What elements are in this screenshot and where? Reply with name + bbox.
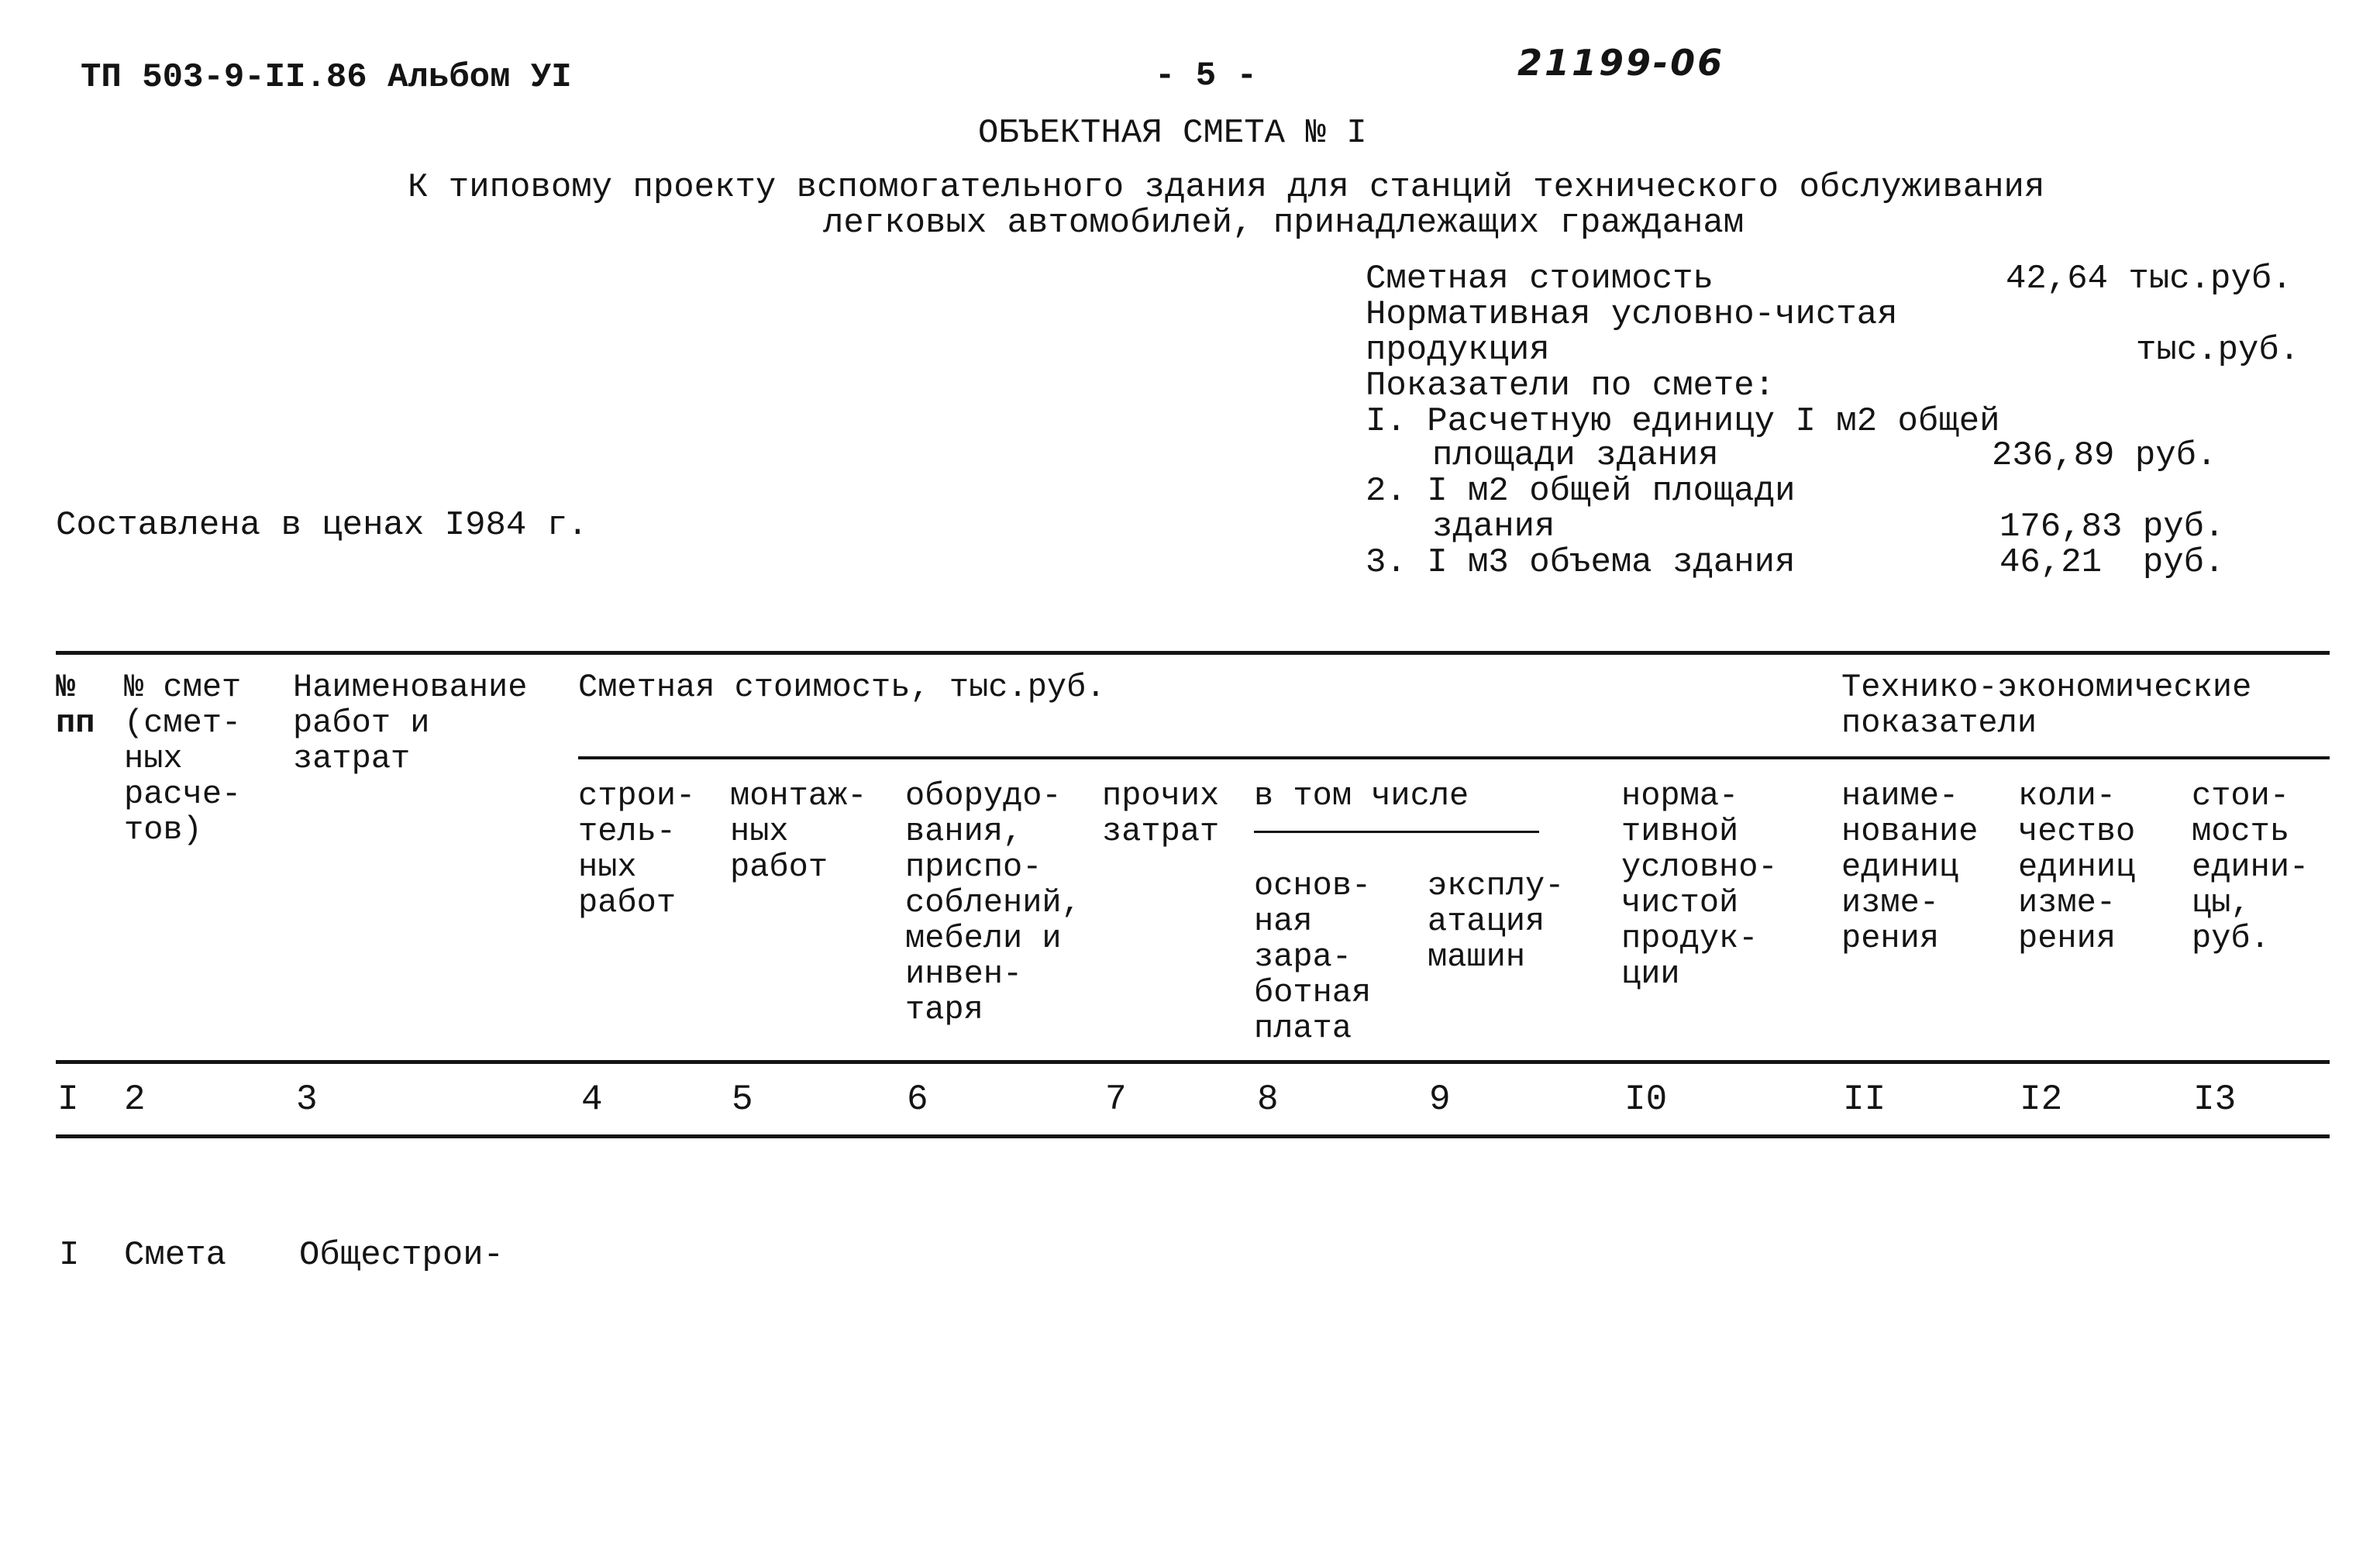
indicator-1-line2: площади здания: [1432, 436, 1719, 475]
subtitle-line-2: легковых автомобилей, принадлежащих гражданам: [823, 204, 1745, 243]
page-number: - 5 -: [1155, 57, 1258, 95]
normative-value: тыс.руб.: [2136, 331, 2300, 370]
prices-note: Составлена в ценах I984 г.: [56, 506, 588, 545]
numbers-bottom-rule: [56, 1134, 2330, 1138]
col-header-unit-cost: стои- мость едини- цы, руб.: [2192, 777, 2309, 957]
indicator-1-value: 236,89 руб.: [1992, 436, 2217, 475]
in-total-rule: [1254, 831, 1539, 833]
col-header-name: Наименование работ и затрат: [293, 669, 528, 777]
col-header-installation-works: монтаж- ных работ: [730, 777, 867, 886]
indicators-label: Показатели по смете:: [1366, 367, 1776, 405]
handwritten-number: 21199-06: [1517, 42, 1725, 84]
column-number: 9: [1429, 1079, 1451, 1120]
indicator-2-line1: 2. I м2 общей площади: [1366, 472, 1796, 511]
row-number: I: [59, 1236, 80, 1275]
col-header-basic-salary: основ- ная зара- ботная плата: [1254, 867, 1372, 1047]
indicator-2-line2: здания: [1432, 508, 1555, 546]
column-number: I: [57, 1079, 79, 1120]
col-header-estimate-number: № смет (смет- ных расче- тов): [124, 669, 242, 849]
col-header-unit-name: наиме- нование единиц изме- рения: [1841, 777, 1979, 957]
estimated-cost-label: Сметная стоимость: [1366, 260, 1714, 298]
normative-label-line1: Нормативная условно-чистая: [1366, 295, 1898, 334]
estimated-cost-value: 42,64 тыс.руб.: [2006, 260, 2292, 298]
indicator-2-value: 176,83 руб.: [1999, 508, 2225, 546]
column-number: 8: [1257, 1079, 1279, 1120]
group-header-estimated-cost: Сметная стоимость, тыс.руб.: [578, 669, 1106, 706]
col-header-other-costs: прочих затрат: [1102, 777, 1220, 850]
column-number: II: [1843, 1079, 1886, 1120]
col-header-row-number: № пп: [56, 669, 95, 742]
indicator-1-line1: I. Расчетную единицу I м2 общей: [1366, 402, 2000, 441]
column-number: I2: [2020, 1079, 2063, 1120]
col-header-construction-works: строи- тель- ных работ: [578, 777, 696, 921]
group-header-including: в том числе: [1254, 777, 1469, 814]
header-bottom-rule: [56, 1060, 2330, 1064]
column-number: 7: [1105, 1079, 1127, 1120]
row-estimate-label: Смета: [124, 1236, 227, 1275]
table-top-rule: [56, 651, 2330, 655]
column-number: 4: [581, 1079, 603, 1120]
column-number: 2: [124, 1079, 146, 1120]
column-number: 3: [296, 1079, 318, 1120]
indicator-3-value: 46,21 руб.: [1999, 543, 2225, 582]
column-number: I3: [2193, 1079, 2237, 1120]
subtitle-line-1: К типовому проекту вспомогательного здания для станций технического обслуживания: [408, 168, 2045, 207]
column-number: 5: [732, 1079, 753, 1120]
col-header-normative-production: норма- тивной условно- чистой продук- ции: [1621, 777, 1778, 993]
column-number: 6: [907, 1079, 928, 1120]
group-header-technical-indicators: Технико-экономические показатели: [1841, 669, 2252, 742]
col-header-machine-operation: эксплу- атация машин: [1428, 867, 1565, 976]
subheader-rule: [578, 756, 2330, 759]
document-code: ТП 503-9-II.86 Альбом УI: [81, 58, 572, 97]
col-header-equipment: оборудо- вания, приспо- соблений, мебели и инвен- таря: [905, 777, 1081, 1028]
normative-label-line2: продукция: [1366, 331, 1550, 370]
indicator-3-label: 3. I м3 объема здания: [1366, 543, 1796, 582]
row-work-name: Общестрои-: [299, 1236, 505, 1275]
col-header-unit-quantity: коли- чество единиц изме- рения: [2018, 777, 2136, 957]
column-number: I0: [1624, 1079, 1668, 1120]
document-title: ОБЪЕКТНАЯ СМЕТА № I: [978, 114, 1367, 153]
